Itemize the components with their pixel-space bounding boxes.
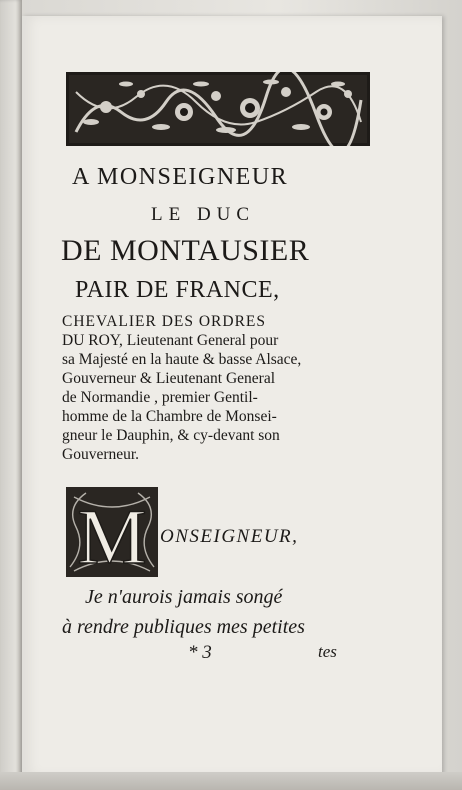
page-bottom-edge <box>0 772 462 790</box>
body-line: Gouverneur. <box>62 446 140 463</box>
catchword: tes <box>318 642 337 661</box>
decorated-initial <box>66 487 158 577</box>
body-italic-line-2: à rendre publiques mes petites <box>62 616 305 638</box>
body-line: gneur le Dauphin, & cy-devant son <box>62 427 280 444</box>
body-line: sa Majesté en la haute & basse Alsace, <box>62 351 302 368</box>
body-line: homme de la Chambre de Monsei- <box>62 408 277 425</box>
dedication-title: PAIR DE FRANCE, <box>75 277 280 303</box>
dedication-line-2: LE DUC <box>151 204 256 225</box>
salutation: ONSEIGNEUR, <box>160 526 299 547</box>
body-line: Gouverneur & Lieutenant General <box>62 370 276 387</box>
body-line: de Normandie , premier Gentil- <box>62 389 258 406</box>
dedication-body <box>62 312 352 464</box>
body-italic-line-1: Je n'aurois jamais songé <box>85 586 283 608</box>
dedication-line-1: A MONSEIGNEUR <box>72 164 289 190</box>
body-line: CHEVALIER DES ORDRES <box>62 313 267 330</box>
signature-mark: * 3 <box>188 642 212 663</box>
dropcap-letter: M <box>77 493 147 577</box>
body-line: DU ROY, Lieutenant General pour <box>62 332 279 349</box>
book-spine-edge <box>0 0 22 790</box>
dedication-name: DE MONTAUSIER <box>61 234 310 267</box>
floral-headpiece-ornament <box>66 72 370 146</box>
